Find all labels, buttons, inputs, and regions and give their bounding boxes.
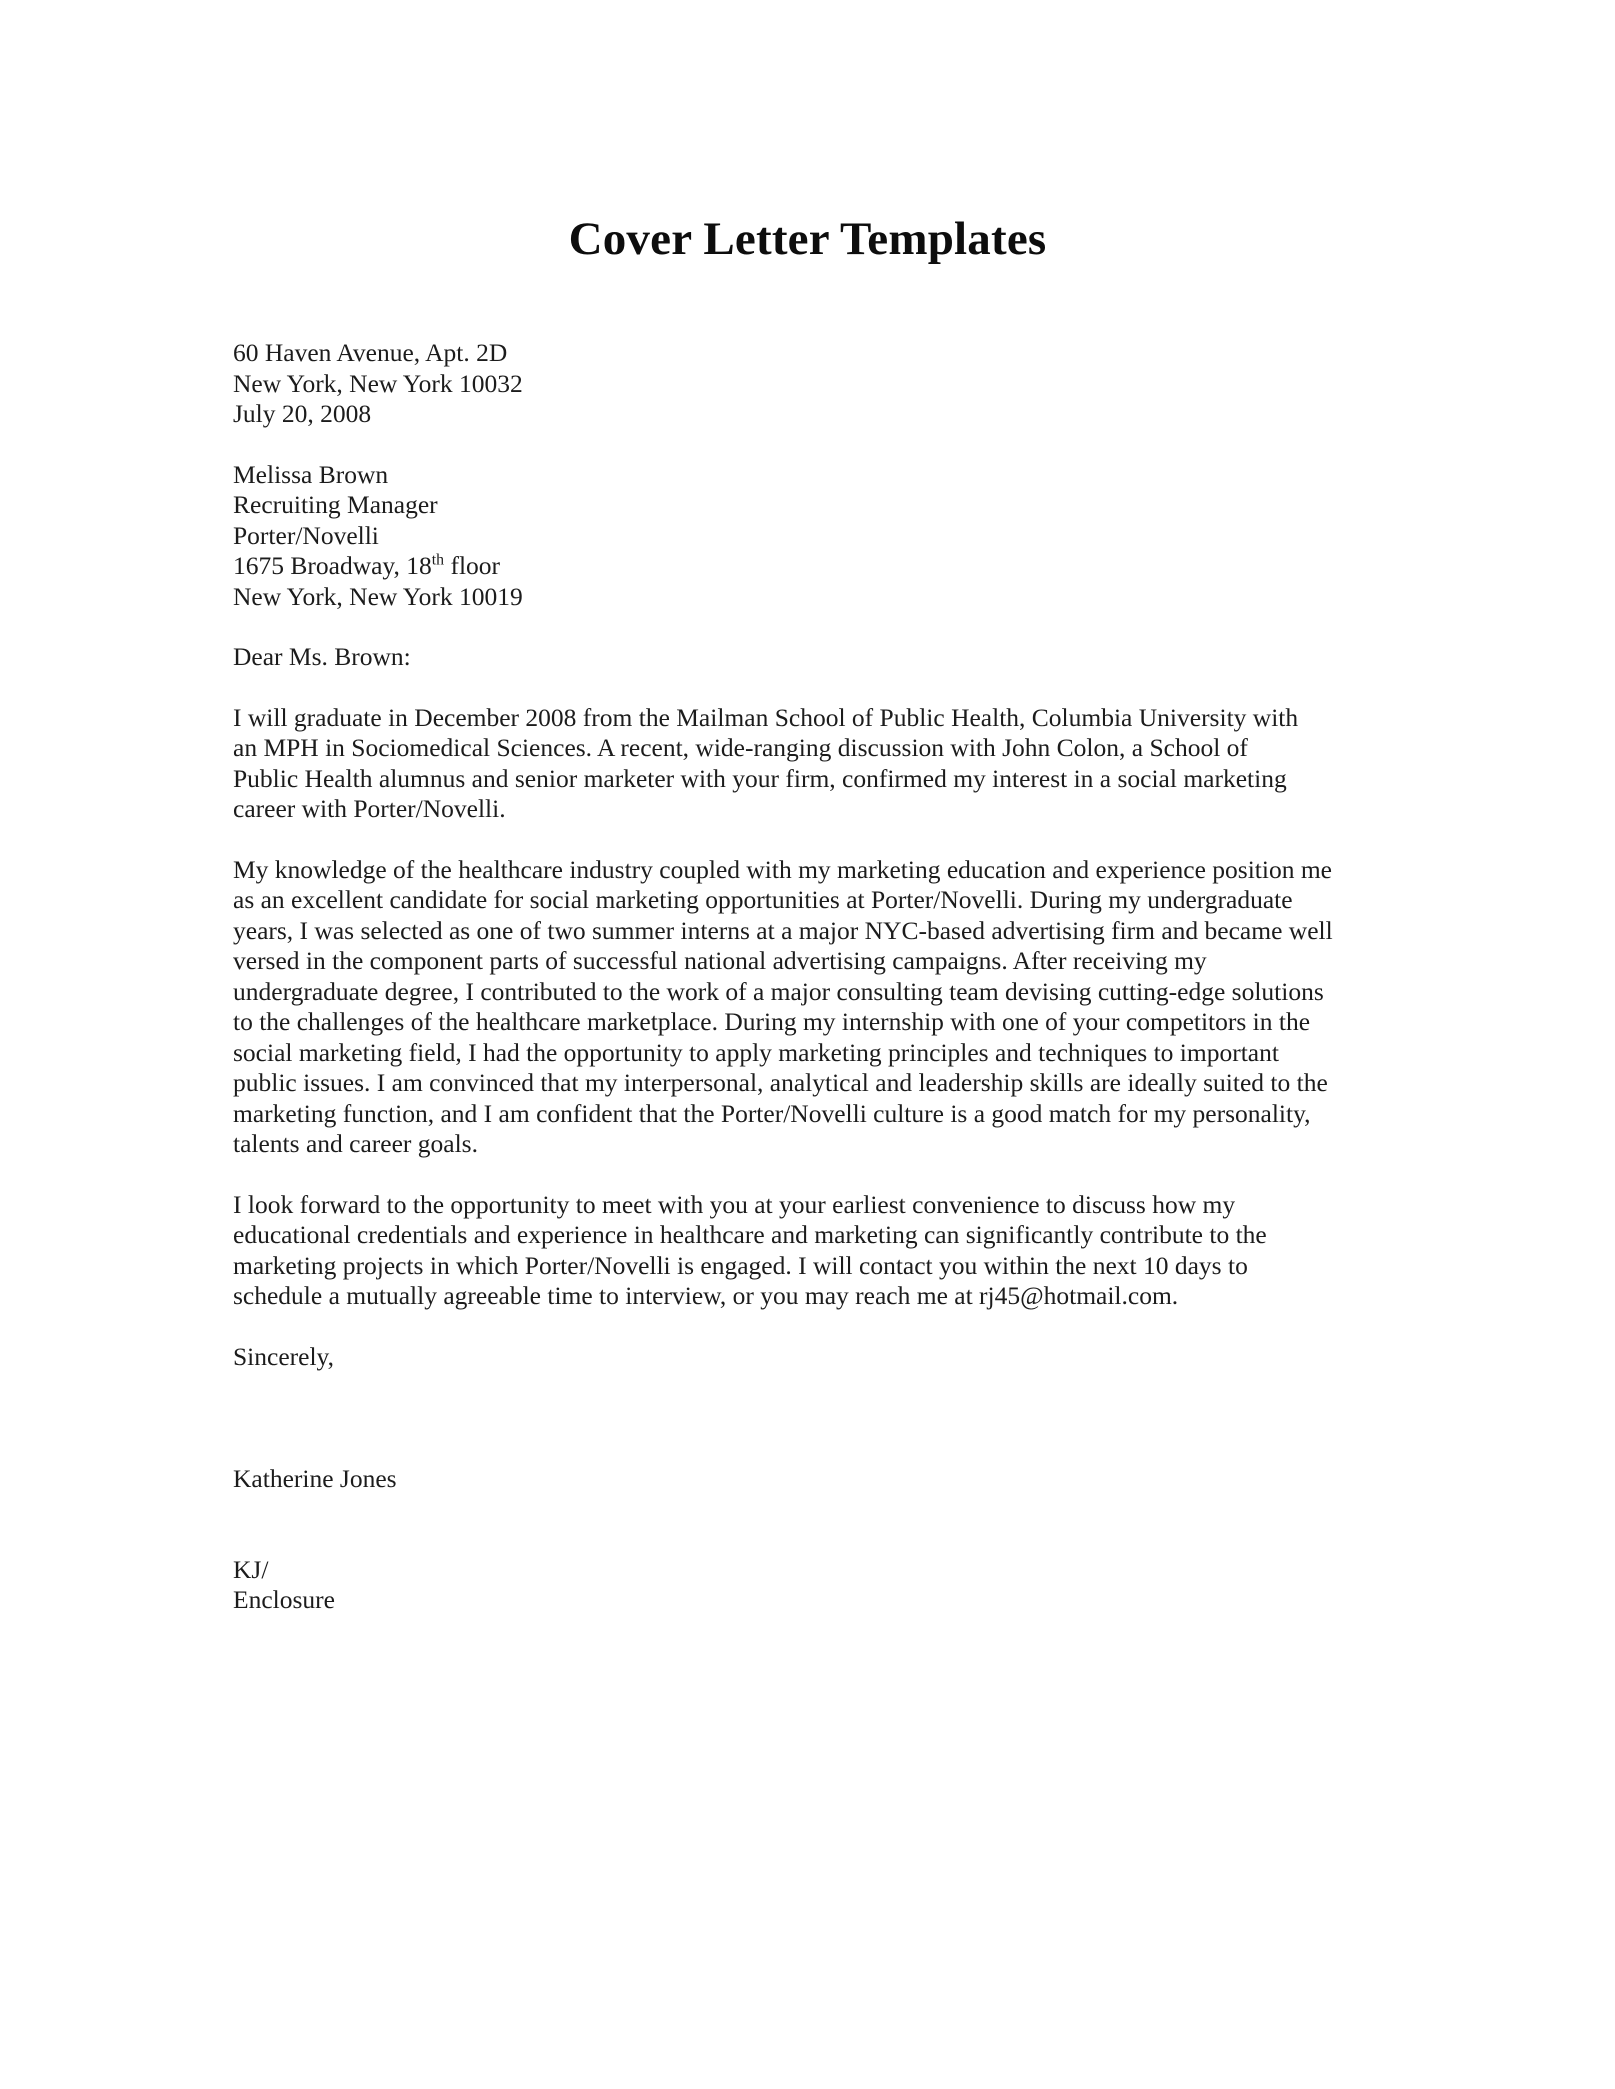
paragraph-line: educational credentials and experience in healthcare and marketing can significantly contribute to the xyxy=(233,1220,1267,1249)
recipient-street xyxy=(233,551,1368,582)
enclosure-notation: Enclosure xyxy=(233,1585,335,1614)
closing-line: Sincerely, xyxy=(233,1341,335,1371)
paragraph-line: talents and career goals. xyxy=(233,1129,478,1158)
spacer xyxy=(233,1495,1368,1555)
paragraph-line: as an excellent candidate for social marketing opportunities at Porter/Novelli. During my undergraduate xyxy=(233,885,1293,914)
page-title: Cover Letter Templates xyxy=(568,213,1047,265)
recipient-company: Porter/Novelli xyxy=(233,520,379,550)
recipient-street-ordinal: th xyxy=(431,551,445,569)
recipient-job-title: Recruiting Manager xyxy=(233,490,438,519)
closing xyxy=(233,1342,1368,1373)
paragraph-line: marketing function, and I am confident that the Porter/Novelli culture is a good match for my personality, xyxy=(233,1098,1311,1128)
paragraph-line: marketing projects in which Porter/Novelli is engaged. I will contact you within the next 10 days to xyxy=(233,1250,1248,1280)
paragraph-line: I will graduate in December 2008 from the Mailman School of Public Health, Columbia University with xyxy=(233,702,1299,732)
sender-address-line: New York, New York 10032 xyxy=(233,368,523,398)
paragraph-line: undergraduate degree, I contributed to the work of a major consulting team devising cutting-edge solutions xyxy=(233,976,1324,1006)
paragraph-line: I look forward to the opportunity to meet with you at your earliest convenience to discuss how my xyxy=(233,1189,1236,1219)
body-paragraph-1 xyxy=(233,703,1368,825)
spacer xyxy=(233,1312,1368,1342)
letter-body xyxy=(233,338,1368,1616)
paragraph-line: years, I was selected as one of two summer interns at a major NYC-based advertising firm and became well xyxy=(233,915,1333,945)
recipient-street-suffix: floor xyxy=(444,551,501,580)
spacer xyxy=(233,1160,1368,1190)
sender-date-line: July 20, 2008 xyxy=(233,399,372,428)
initials-enclosure-block xyxy=(233,1555,1368,1616)
spacer xyxy=(233,673,1368,703)
paragraph-line: My knowledge of the healthcare industry coupled with my marketing education and experience position me xyxy=(233,854,1333,884)
salutation xyxy=(233,642,1368,673)
paragraph-line: to the challenges of the healthcare marketplace. During my internship with one of your competitors in the xyxy=(233,1007,1311,1036)
sender-address-block xyxy=(233,338,1368,430)
recipient-name: Melissa Brown xyxy=(233,459,389,489)
signature-name-line: Katherine Jones xyxy=(233,1464,397,1493)
salutation-line: Dear Ms. Brown: xyxy=(233,642,411,671)
recipient-street-prefix: 1675 Broadway, 18 xyxy=(233,551,432,580)
paragraph-line: versed in the component parts of successful national advertising campaigns. After receiving my xyxy=(233,946,1207,975)
spacer xyxy=(233,825,1368,855)
recipient-address-block xyxy=(233,460,1368,613)
recipient-city-state-zip: New York, New York 10019 xyxy=(233,581,523,611)
paragraph-line: career with Porter/Novelli. xyxy=(233,794,506,823)
paragraph-line: public issues. I am convinced that my interpersonal, analytical and leadership skills are ideally suited to the xyxy=(233,1068,1328,1097)
paragraph-line: Public Health alumnus and senior marketer with your firm, confirmed my interest in a social marketing xyxy=(233,763,1287,793)
spacer xyxy=(233,612,1368,642)
body-paragraph-2 xyxy=(233,855,1368,1160)
paragraph-line: social marketing field, I had the opportunity to apply marketing principles and techniques to important xyxy=(233,1037,1279,1067)
signature-space xyxy=(233,1372,1368,1464)
sender-address-line: 60 Haven Avenue, Apt. 2D xyxy=(233,338,508,367)
paragraph-line: schedule a mutually agreeable time to interview, or you may reach me at rj45@hotmail.com. xyxy=(233,1281,1179,1310)
body-paragraph-3 xyxy=(233,1190,1368,1312)
signature-name xyxy=(233,1464,1368,1495)
spacer xyxy=(233,430,1368,460)
paragraph-line: an MPH in Sociomedical Sciences. A recent, wide-ranging discussion with John Colon, a School of xyxy=(233,733,1248,762)
typist-initials: KJ/ xyxy=(233,1554,269,1584)
